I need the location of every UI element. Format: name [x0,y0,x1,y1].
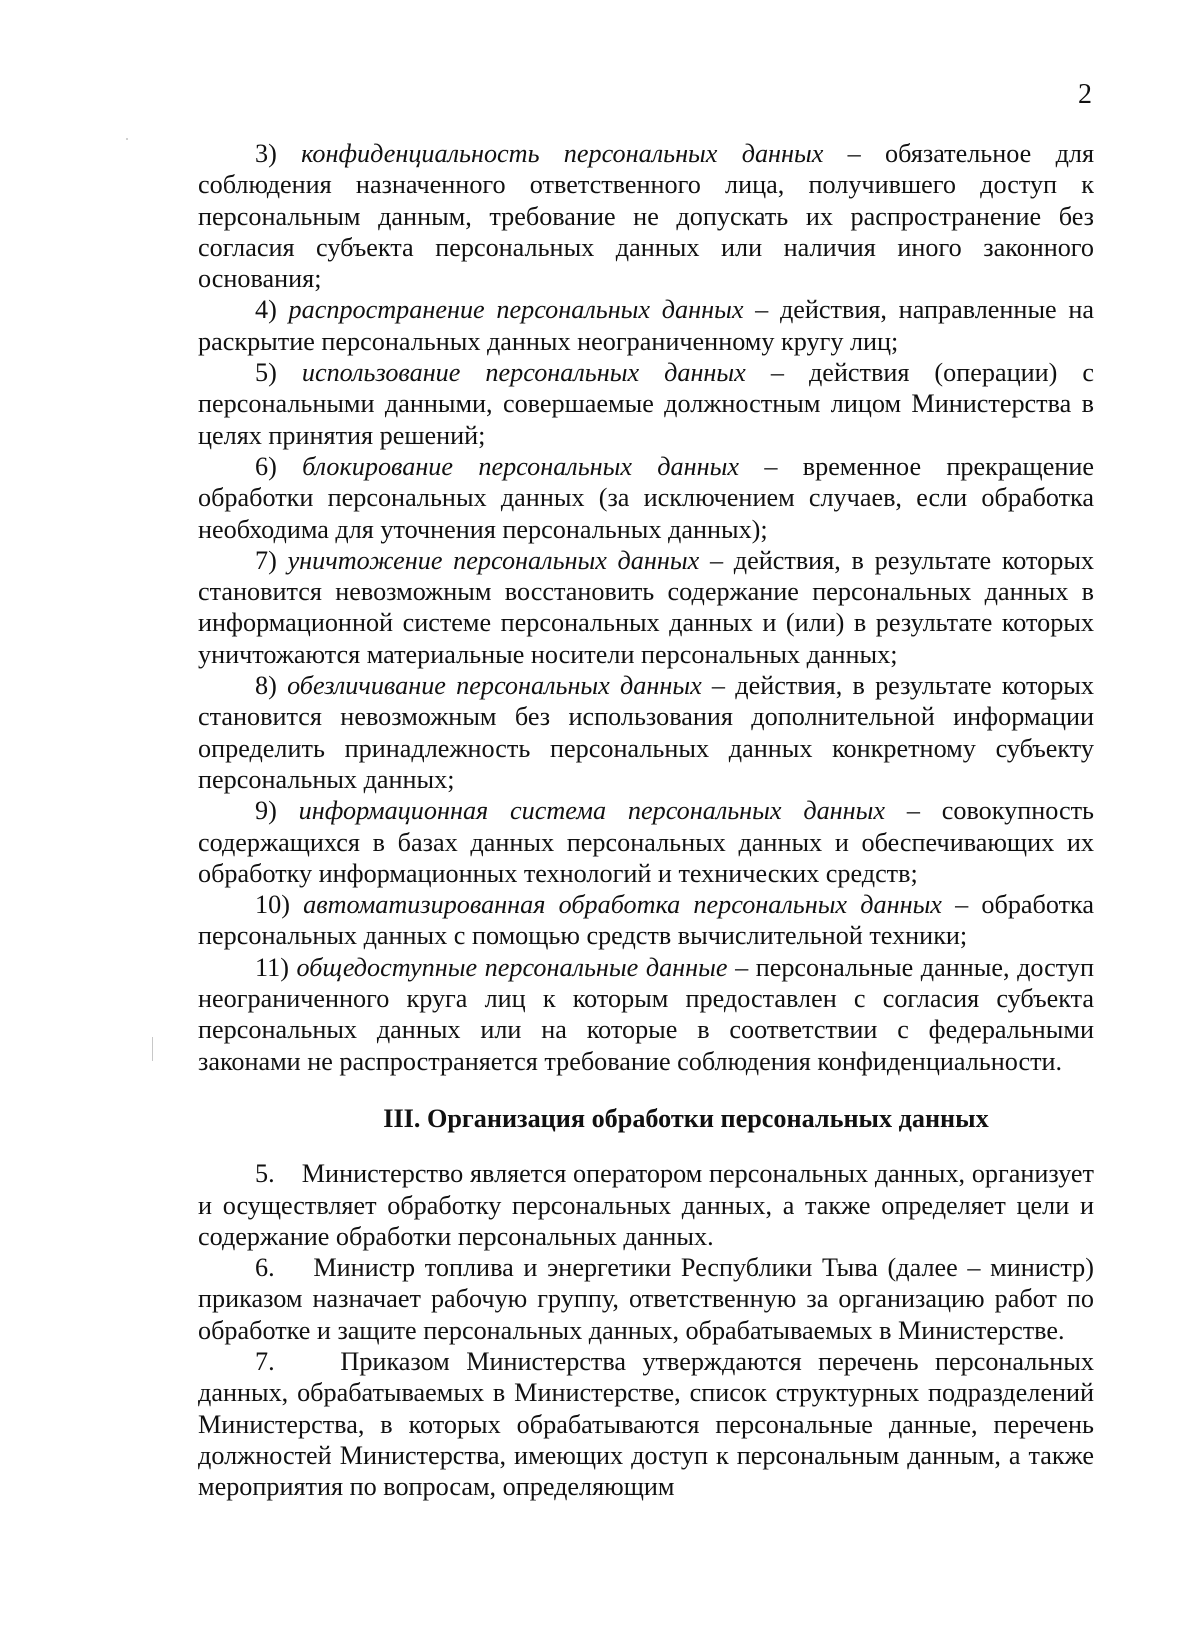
defined-term: распространение персональных данных [288,295,744,325]
item-number: 5) [255,358,277,388]
clause-item [198,1158,1094,1252]
definition-item [198,952,1094,1077]
defined-term: обезличивание персональных данных [287,671,702,701]
clause-number: 6. [255,1253,275,1283]
definition-text: – персональные данные, доступ неограниченного круга лиц к которым предоставлен с согласия субъекта персональных данных или на которые в соответствии с федеральными законами не распространяется требование соблюдения конфиденциальности. [198,952,1094,1076]
clause-item [198,1346,1094,1502]
clause-text: Приказом Министерства утверждаются перечень персональных данных, обрабатываемых в Министерстве, список структурных подразделений Министерства, в которых обрабатываются персональные данные, перечень должностей Министерства, имеющих доступ к персональным данным, а также мероприятия по вопросам, определяющим [198,1346,1094,1502]
clause-number: 7. [255,1346,275,1376]
item-number: 3) [255,139,277,168]
definition-text: – временное прекращение обработки персональных данных (за исключением случаев, если обработка необходима для уточнения персональных данных); [198,451,1095,544]
item-number: 9) [255,796,277,826]
item-number: 4) [255,295,277,325]
definition-item [198,670,1094,795]
defined-term: информационная система персональных данных [298,796,886,826]
item-number: 11) [255,952,289,982]
clause-number: 5. [255,1159,275,1189]
definition-text: – действия (операции) с персональными данными, совершаемые должностным лицом Министерства в целях принятия решений; [198,358,1095,450]
definition-text: – обработка персональных данных с помощью средств вычислительной техники; [198,890,1094,951]
item-number: 10) [255,890,290,920]
defined-term: конфиденциальность персональных данных [301,139,824,168]
scan-speck [126,138,128,140]
defined-term: блокирование персональных данных [302,451,739,481]
clause-item [198,1252,1094,1346]
scan-mark [152,1037,153,1061]
definition-item [198,357,1094,451]
definition-text: – действия, направленные на раскрытие персональных данных неограниченному кругу лиц; [198,295,1095,356]
definition-item [198,451,1094,545]
definition-item [198,795,1094,889]
defined-term: общедоступные персональные данные [296,952,728,982]
item-number: 6) [255,451,277,481]
definition-item [198,889,1094,952]
definition-text: – действия, в результате которых становится невозможным восстановить содержание персональных данных в информационной системе персональных данных и (или) в результате которых уничтожаются материальные носители персональных данных; [198,545,1095,669]
defined-term: автоматизированная обработка персональных данных [303,890,942,920]
section-heading: III. Организация обработки персональных данных [383,1103,989,1133]
page-number: 2 [1078,79,1092,110]
clause-text: Министерство является оператором персональных данных, организует и осуществляет обработку персональных данных, а также определяет цели и содержание обработки персональных данных. [198,1159,1095,1251]
definition-text: – совокупность содержащихся в базах данных персональных данных и обеспечивающих их обработку информационных технологий и технических средств; [198,796,1094,888]
item-number: 8) [255,671,277,701]
document-body [198,138,1094,1502]
definition-text: – действия, в результате которых становится невозможным без использования дополнительной информации определить принадлежность персональных данных конкретному субъекту персональных данных; [198,671,1094,794]
definition-item [198,545,1094,670]
item-number: 7) [255,545,277,575]
defined-term: использование персональных данных [301,358,746,388]
clause-text: Министр топлива и энергетики Республики Тыва (далее – министр) приказом назначает рабочую группу, ответственную за организацию работ по обработке и защите персональных данных, обрабатываемых в Министерстве. [198,1253,1095,1345]
definition-item [198,138,1094,294]
definition-item [198,294,1094,357]
definition-text: – обязательное для соблюдения назначенного ответственного лица, получившего доступ к персональным данным, требование не допускать их распространение без согласия субъекта персональных данных или наличия иного законного основания; [198,139,1095,294]
defined-term: уничтожение персональных данных [287,545,700,575]
